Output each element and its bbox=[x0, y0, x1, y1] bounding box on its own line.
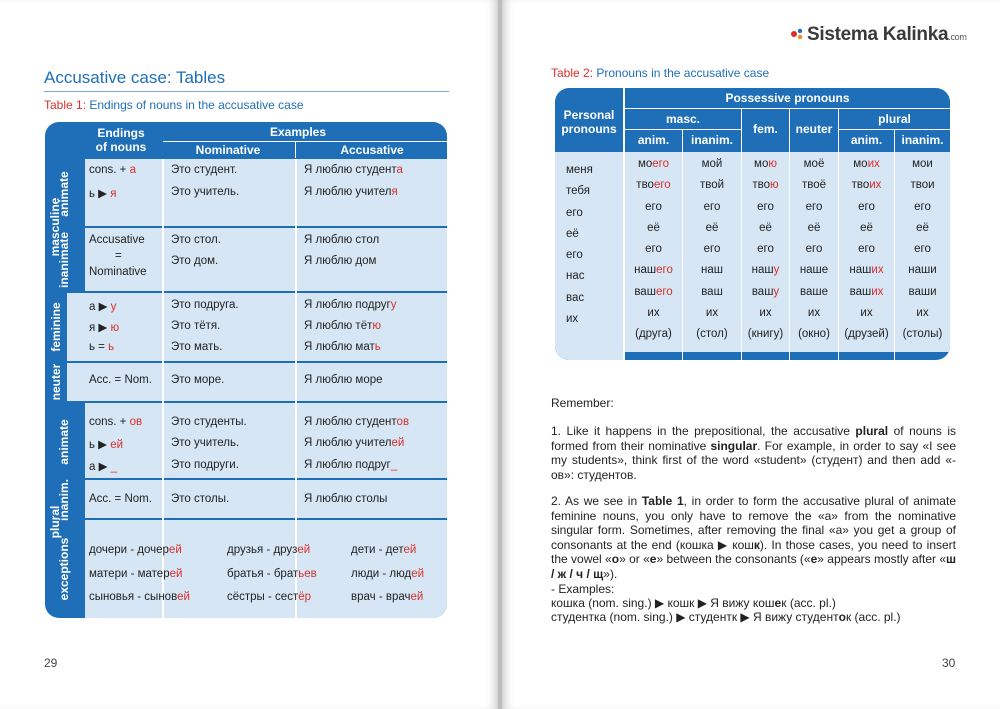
cell: его bbox=[645, 243, 662, 256]
table1-caption-text: Endings of nouns in the accusative case bbox=[89, 98, 304, 112]
row-masc-inan-ending-1: Accusative bbox=[89, 234, 145, 246]
exception-2-1: матери - матерей bbox=[89, 568, 183, 580]
group-masculine: masculine bbox=[48, 197, 62, 257]
row-neuter-nom: Это море. bbox=[171, 374, 225, 386]
col-fem bbox=[742, 154, 789, 346]
cell: его bbox=[703, 243, 721, 256]
row-pl-anim-1-ending: cons. + ов bbox=[89, 416, 143, 428]
table1-caption-label: Table 1: bbox=[44, 98, 87, 112]
cell: его bbox=[914, 200, 931, 213]
cell: вашу bbox=[751, 285, 780, 298]
cell: вашего bbox=[634, 285, 673, 298]
cell: их bbox=[860, 307, 873, 320]
row-masc-inan-1-acc: Я люблю стол bbox=[304, 234, 380, 246]
table1-caption bbox=[44, 98, 304, 112]
group-plural: plural bbox=[48, 505, 62, 539]
header-endings: Endings of nouns bbox=[95, 126, 147, 154]
row-masc-anim-1-ending: cons. + а bbox=[89, 164, 136, 176]
cell: его bbox=[858, 200, 875, 213]
header-masc-inanim: inanim. bbox=[690, 133, 733, 147]
pp-2: тебя bbox=[566, 185, 590, 198]
cell: наше bbox=[799, 264, 829, 277]
header-personal: Personal pronouns bbox=[561, 108, 617, 136]
page-number-left: 29 bbox=[44, 656, 58, 670]
cell: их bbox=[647, 307, 660, 320]
cell: его bbox=[805, 243, 823, 256]
row-pl-inan-ending: Acc. = Nom. bbox=[89, 493, 152, 505]
header-plural-inanim: inanim. bbox=[901, 133, 944, 147]
header-masc: masc. bbox=[665, 112, 701, 126]
remember-heading: Remember: bbox=[551, 396, 614, 410]
cell: (друга) bbox=[635, 328, 672, 341]
cell: моего bbox=[637, 158, 670, 170]
cell: её bbox=[807, 221, 821, 234]
row-pl-anim-3-acc: Я люблю подруг_ bbox=[304, 459, 398, 471]
cell: наш bbox=[701, 264, 723, 277]
row-masc-inan-2-acc: Я люблю дом bbox=[304, 255, 377, 267]
exception-1-3: дети - детей bbox=[351, 544, 417, 556]
group-plural-animate: animate bbox=[57, 419, 71, 465]
row-masc-anim-1-nom: Это студент. bbox=[171, 164, 238, 176]
pp-4: её bbox=[566, 227, 579, 240]
row-neuter-ending: Acc. = Nom. bbox=[89, 374, 152, 386]
pp-5: его bbox=[566, 249, 583, 262]
cell: ваших bbox=[849, 285, 884, 298]
header-masc-anim: anim. bbox=[637, 133, 670, 147]
cell: (друзей) bbox=[844, 328, 889, 341]
pp-8: их bbox=[566, 313, 579, 326]
group-inanimate: inanimate bbox=[57, 232, 71, 289]
row-masc-inan-ending-2: = bbox=[115, 250, 122, 262]
pp-3: его bbox=[566, 206, 583, 219]
exception-1-2: друзья - друзей bbox=[227, 544, 311, 556]
cell: твоё bbox=[801, 179, 827, 192]
page-number-right: 30 bbox=[942, 656, 956, 670]
row-pl-anim-3-nom: Это подруги. bbox=[171, 459, 239, 471]
row-masc-anim-2-acc: Я люблю учителя bbox=[304, 186, 398, 198]
row-masc-inan-1-nom: Это стол. bbox=[171, 234, 221, 246]
cell: нашу bbox=[751, 264, 780, 277]
row-fem-3-acc: Я люблю мать bbox=[304, 341, 381, 353]
row-masc-anim-1-acc: Я люблю студента bbox=[304, 164, 403, 176]
col-plural-inanim bbox=[895, 154, 950, 346]
row-fem-1-ending: а ▶ у bbox=[89, 301, 117, 313]
header-examples: Examples bbox=[269, 125, 327, 139]
cell: (стол) bbox=[696, 328, 728, 341]
cell: (книгу) bbox=[747, 328, 784, 341]
table1 bbox=[45, 122, 447, 618]
cell: мой bbox=[701, 158, 723, 170]
row-masc-anim-2-nom: Это учитель. bbox=[171, 186, 240, 198]
cell: нашего bbox=[634, 264, 673, 277]
row-neuter-acc: Я люблю море bbox=[304, 374, 383, 386]
cell: его bbox=[914, 243, 931, 256]
logo-name: Sistema Kalinka bbox=[807, 24, 949, 45]
row-fem-2-acc: Я люблю тётю bbox=[304, 320, 381, 332]
row-fem-2-ending: я ▶ ю bbox=[89, 322, 120, 334]
example-2: студентка (nom. sing.) ▶ студентк ▶ Я вижу студенток (acc. pl.) bbox=[551, 610, 901, 624]
group-animate: animate bbox=[57, 171, 71, 217]
header-possessive: Possessive pronouns bbox=[725, 91, 850, 105]
logo bbox=[790, 24, 967, 46]
cell: её bbox=[860, 221, 873, 234]
cell: (окно) bbox=[798, 328, 830, 341]
header-accusative: Accusative bbox=[340, 143, 404, 157]
header-nominative: Nominative bbox=[195, 143, 261, 157]
cell: её bbox=[705, 221, 719, 234]
cell: твоего bbox=[636, 179, 671, 192]
cell: твои bbox=[910, 179, 935, 192]
cell: твою bbox=[752, 179, 779, 192]
cell: его bbox=[757, 243, 774, 256]
group-exceptions: exceptions bbox=[57, 537, 71, 601]
cell: их bbox=[807, 307, 821, 320]
row-masc-anim-2-ending: ь ▶ я bbox=[89, 188, 117, 200]
cell: мои bbox=[912, 158, 933, 170]
cell: его bbox=[757, 200, 774, 213]
cell: (столы) bbox=[902, 328, 943, 341]
row-pl-anim-2-nom: Это учитель. bbox=[171, 437, 240, 449]
row-pl-inan-acc: Я люблю столы bbox=[304, 493, 388, 505]
logo-domain: .com bbox=[948, 32, 967, 42]
cell: его bbox=[703, 200, 721, 213]
group-feminine: feminine bbox=[49, 302, 63, 352]
cell: ваши bbox=[908, 285, 937, 298]
header-plural-anim: anim. bbox=[850, 133, 883, 147]
group-neuter: neuter bbox=[49, 363, 63, 401]
title-underline bbox=[44, 91, 449, 92]
pp-6: нас bbox=[566, 270, 585, 283]
cell: ваш bbox=[701, 285, 723, 298]
cell: мою bbox=[754, 158, 777, 170]
cell: моих bbox=[853, 158, 880, 170]
row-masc-inan-ending-3: Nominative bbox=[89, 266, 147, 278]
exception-3-2: сёстры - сестёр bbox=[227, 591, 312, 603]
cell: моё bbox=[803, 158, 825, 170]
row-pl-inan-nom: Это столы. bbox=[171, 493, 230, 505]
row-pl-anim-2-acc: Я люблю учителей bbox=[304, 437, 405, 449]
table2 bbox=[555, 88, 950, 360]
paragraph-1: 1. Like it happens in the prepositional, the accusative plural of nouns is formed from their nominative singular. For example, in order to say «I see my students», think first of the word «student» (студент) and then add «-ов»: студентов. bbox=[551, 424, 956, 482]
row-pl-anim-1-nom: Это студенты. bbox=[171, 416, 247, 428]
table2-caption bbox=[551, 66, 769, 80]
cell: наши bbox=[908, 264, 937, 277]
row-fem-1-nom: Это подруга. bbox=[171, 299, 239, 311]
col-masc-inanim bbox=[683, 154, 741, 346]
cell: его bbox=[645, 200, 662, 213]
cell: их bbox=[705, 307, 719, 320]
cell: их bbox=[916, 307, 929, 320]
cell: их bbox=[759, 307, 772, 320]
exception-3-1: сыновья - сыновей bbox=[89, 591, 190, 603]
row-pl-anim-2-ending: ь ▶ ей bbox=[89, 439, 124, 451]
paragraph-2: 2. As we see in Table 1, in order to form the accusative plural of animate feminine nouns, you only have to remove the «а» from the nominative singular form. Sometimes, after removing the final «а» you get a group of consonants at the end (кошка ▶ кошк). In those cases, you need to insert the vowel «о» or «е» between the consonants («е» appears mostly after «ш / ж / ч / щ»). bbox=[551, 494, 957, 581]
exception-1-1: дочери - дочерей bbox=[89, 544, 182, 556]
cell: его bbox=[805, 200, 823, 213]
example-1: кошка (nom. sing.) ▶ кошк ▶ Я вижу кошек (acc. pl.) bbox=[551, 596, 836, 610]
pp-7: вас bbox=[566, 291, 585, 304]
row-fem-3-ending: ь = ь bbox=[89, 341, 115, 353]
cell: её bbox=[759, 221, 772, 234]
table2-caption-text: Pronouns in the accusative case bbox=[596, 66, 770, 80]
examples-label: - Examples: bbox=[551, 582, 615, 596]
group-plural-inanim: inanim. bbox=[57, 479, 71, 522]
exception-3-3: врач - врачей bbox=[351, 591, 424, 603]
row-masc-inan-2-nom: Это дом. bbox=[171, 255, 219, 267]
row-fem-3-nom: Это мать. bbox=[171, 341, 223, 353]
row-pl-anim-3-ending: а ▶ _ bbox=[89, 461, 118, 473]
header-plural: plural bbox=[878, 112, 911, 126]
exception-2-3: люди - людей bbox=[351, 568, 425, 580]
exception-2-2: братья - братьев bbox=[227, 568, 317, 580]
row-pl-anim-1-acc: Я люблю студентов bbox=[304, 416, 410, 428]
row-fem-2-nom: Это тётя. bbox=[171, 320, 221, 332]
header-neuter: neuter bbox=[795, 122, 833, 136]
cell: твой bbox=[699, 179, 725, 192]
table2-caption-label: Table 2: bbox=[551, 66, 594, 80]
row-fem-1-acc: Я люблю подругу bbox=[304, 299, 397, 311]
cell: его bbox=[858, 243, 875, 256]
cell: ваше bbox=[800, 285, 828, 298]
personal-pronouns bbox=[566, 160, 593, 330]
col-plural-anim bbox=[839, 154, 894, 346]
cell: наших bbox=[849, 264, 884, 277]
pp-1: меня bbox=[566, 164, 593, 176]
page-title: Accusative case: Tables bbox=[44, 68, 226, 87]
logo-mark-icon bbox=[790, 27, 804, 41]
cell: её bbox=[916, 221, 929, 234]
cell: твоих bbox=[851, 179, 882, 192]
header-fem: fem. bbox=[753, 122, 778, 136]
col-neuter bbox=[790, 154, 838, 346]
col-masc-anim bbox=[625, 154, 682, 346]
cell: её bbox=[647, 221, 660, 234]
